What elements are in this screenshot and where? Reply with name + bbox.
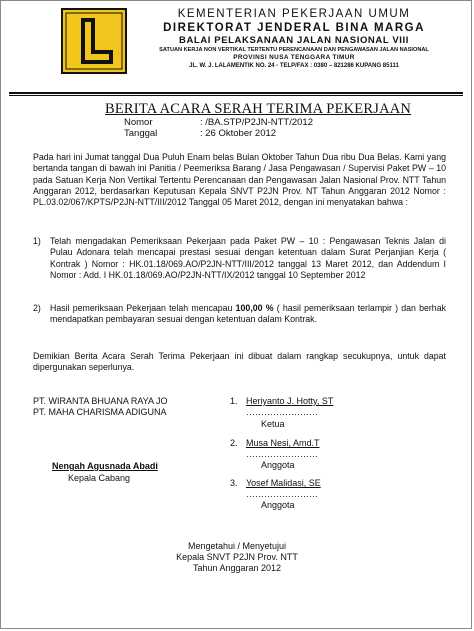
signature-line: …………………… <box>246 407 318 417</box>
tanggal-value: : 26 Oktober 2012 <box>200 128 277 139</box>
member-role: Anggota <box>261 460 295 470</box>
member-role: Ketua <box>261 419 285 429</box>
member-name: Yosef Malidasi, SE <box>246 478 321 488</box>
office-name: BALAI PELAKSANAAN JALAN NASIONAL VIII <box>179 35 409 46</box>
statement-item-1 <box>33 236 446 281</box>
document-title: BERITA ACARA SERAH TERIMA PEKERJAAN <box>105 101 412 117</box>
item-number: 1) <box>33 236 41 246</box>
approval-line-3: Tahun Anggaran 2012 <box>192 563 282 573</box>
closing-paragraph: Demikian Berita Acara Serah Terima Pekerjaan ini dibuat dalam rangkap secukupnya, untuk dapat dipergunakan seperlunya. <box>33 351 446 373</box>
document-date <box>124 128 276 139</box>
directorate-name: DIREKTORAT JENDERAL BINA MARGA <box>163 22 425 34</box>
letterhead-divider <box>9 92 463 94</box>
statement-item-2 <box>33 303 446 326</box>
ministry-name: KEMENTERIAN PEKERJAAN UMUM <box>177 8 411 20</box>
nomor-value: : /BA.STP/P2JN-NTT/2012 <box>200 117 313 128</box>
item-number: 2) <box>33 303 41 313</box>
approval-line-2: Kepala SNVT P2JN Prov. NTT <box>176 552 298 562</box>
letterhead <box>129 7 459 70</box>
letterhead-divider-thin <box>9 95 463 96</box>
contractor-rep-name: Nengah Agusnada Abadi <box>52 461 158 471</box>
document-number <box>124 117 313 128</box>
member-role: Anggota <box>261 500 295 510</box>
item-text-post: ( hasil pemeriksaan terlampir ) dan berhak mendapatkan pembayaran sesuai dengan ketentuan dalam Kontrak. <box>50 303 446 325</box>
member-number: 1. <box>230 396 238 406</box>
pu-logo-icon <box>61 8 127 74</box>
member-number: 3. <box>230 478 238 488</box>
contractor-name-1: PT. WIRANTA BHUANA RAYA JO <box>33 396 168 406</box>
item-text: Telah mengadakan Pemeriksaan Pekerjaan pada Paket PW – 10 : Pengawasan Teknis Jalan di Pulau Adonara telah mencapai prestasi sesuai dengan ketentuan dalam Surat Perjanjian Kerja ( Kontrak ) Nomor : HK.01.18/069.AO/P2JN-NTT/III/2012 tanggal 13 Maret 2012, dan Addendum I Nomor : Add. I HK.01.18/069.AO/P2JN-NTT/IX/2012 tanggal 10 September 2012 <box>50 236 446 280</box>
item-text <box>50 303 446 326</box>
unit-name: SATUAN KERJA NON VERTIKAL TERTENTU PERENCANAAN DAN PENGAWASAN JALAN NASIONAL <box>159 47 429 53</box>
member-name: Musa Nesi, Amd.T <box>246 438 320 448</box>
signature-line: …………………… <box>246 489 318 499</box>
contractor-rep-role: Kepala Cabang <box>68 473 131 483</box>
member-number: 2. <box>230 438 238 448</box>
completion-percent: 100,00 % <box>235 303 274 313</box>
office-address: JL. W. J. LALAMENTIK NO. 24 - TELP/FAX : 0380 – 821286 KUPANG 85111 <box>189 63 399 69</box>
member-name: Heriyanto J. Hotty, ST <box>246 396 334 406</box>
nomor-label: Nomor <box>124 117 153 128</box>
contractor-name-2: PT. MAHA CHARISMA ADIGUNA <box>33 407 167 417</box>
intro-paragraph: Pada hari ini Jumat tanggal Dua Puluh Enam belas Bulan Oktober Tahun Dua ribu Dua Belas. Kami yang bertanda tangan di bawah ini Panitia / Peemeriksa Barang / Jasa Pengawasan / Supervisi Paket PW – 10 pada Satuan Kerja Non Vertikal Tertentu Perencanaan dan Pengawasan Jalan Nasional Prov. NTT Tahun Anggaran 2012, berdasarkan Keputusan Kepala SNVT P2JN Prov. NT Tahun Anggaran 2012 Nomor : PL.03.02/067/KPTS/P2JN-NTT/III/2012 Tanggal 05 Maret 2012, dengan ini menyatakan bahwa : <box>33 152 446 208</box>
approval-line-1: Mengetahui / Menyetujui <box>187 541 287 551</box>
province-name: PROVINSI NUSA TENGGARA TIMUR <box>233 54 355 61</box>
item-text-pre: Hasil pemeriksaan Pekerjaan telah mencapau <box>50 303 236 313</box>
tanggal-label: Tanggal <box>124 128 158 139</box>
signature-line: …………………… <box>246 449 318 459</box>
